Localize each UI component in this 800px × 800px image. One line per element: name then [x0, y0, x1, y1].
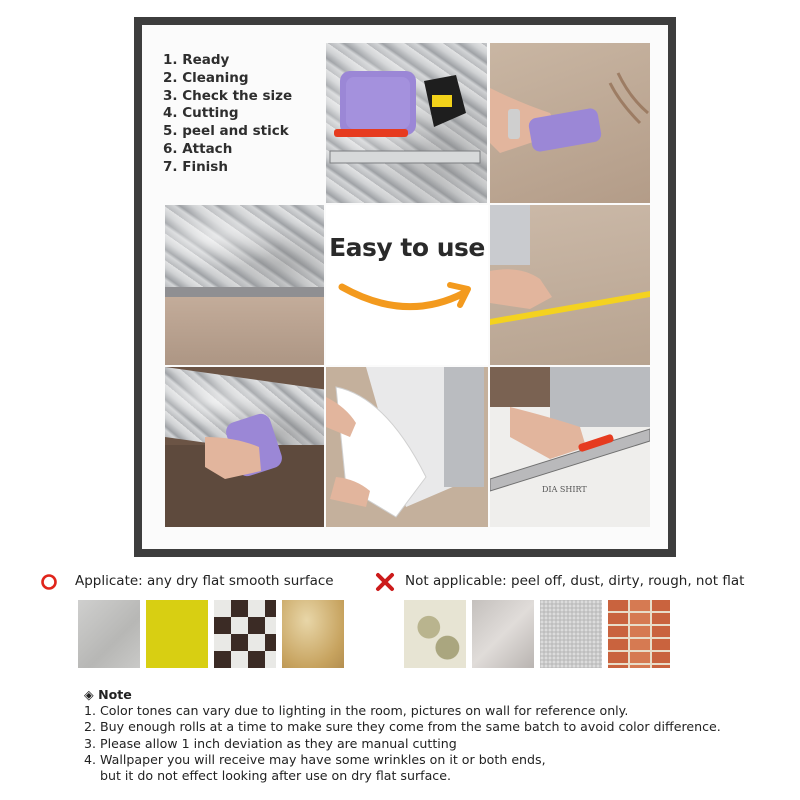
note-line: 1. Color tones can vary due to lighting in the room, pictures on wall for reference only. [84, 703, 629, 719]
photo-cutting [490, 367, 650, 527]
step-item: 2. Cleaning [163, 69, 249, 86]
step-item: 5. peel and stick [163, 123, 289, 140]
notes-block [84, 687, 721, 784]
easy-to-use-text: Easy to use [329, 233, 485, 262]
not-applicable-caption: Not applicable: peel off, dust, dirty, rough, not flat [405, 573, 745, 589]
photo-cleaning [490, 43, 650, 203]
steps-list [163, 52, 292, 177]
step-item: 1. Ready [163, 52, 230, 68]
rolled-sheet [490, 205, 530, 265]
step-item: 6. Attach [163, 140, 233, 157]
note-line: but it do not effect looking after use on dry flat surface. [84, 768, 451, 784]
hand [490, 269, 552, 309]
smile-arrow-icon [326, 205, 488, 365]
photo-ready [326, 43, 487, 203]
note-line: 2. Buy enough rolls at a time to make sure they come from the same batch to avoid color difference. [84, 719, 721, 735]
swatch-smooth-gray [78, 600, 140, 668]
applicable-caption: Applicate: any dry flat smooth surface [75, 573, 334, 589]
swatch-rough [540, 600, 602, 668]
swatch-glossy-wood [282, 600, 344, 668]
step-item: 3. Check the size [163, 87, 293, 104]
brand-logo: DIA SHIRT [542, 485, 587, 494]
swatch-dusty [472, 600, 534, 668]
photo-check-size [490, 205, 650, 365]
wristwatch [508, 109, 520, 139]
circle-o-icon [40, 573, 58, 591]
note-line: 4. Wallpaper you will receive may have some wrinkles on it or both ends, [84, 751, 546, 767]
easy-to-use-panel [326, 205, 488, 365]
step-item: 7. Finish [163, 158, 228, 175]
note-title: ◈ Note [84, 687, 132, 702]
ready-tools-illustration [326, 43, 487, 203]
step-item: 4. Cutting [163, 105, 239, 122]
swatch-checker-tile [214, 600, 276, 668]
swatch-peeling [404, 600, 466, 668]
cutter-knife [334, 129, 408, 137]
photo-peel-stick [326, 367, 488, 527]
photo-attach [165, 367, 324, 527]
x-mark-icon [375, 572, 395, 592]
swatch-brick [608, 600, 670, 668]
photo-finish [165, 205, 324, 365]
steel-ruler [330, 151, 480, 163]
marble-roll [444, 367, 484, 487]
marble-roll [550, 367, 650, 427]
swatch-yellow [146, 600, 208, 668]
note-line: 3. Please allow 1 inch deviation as they are manual cutting [84, 735, 457, 751]
